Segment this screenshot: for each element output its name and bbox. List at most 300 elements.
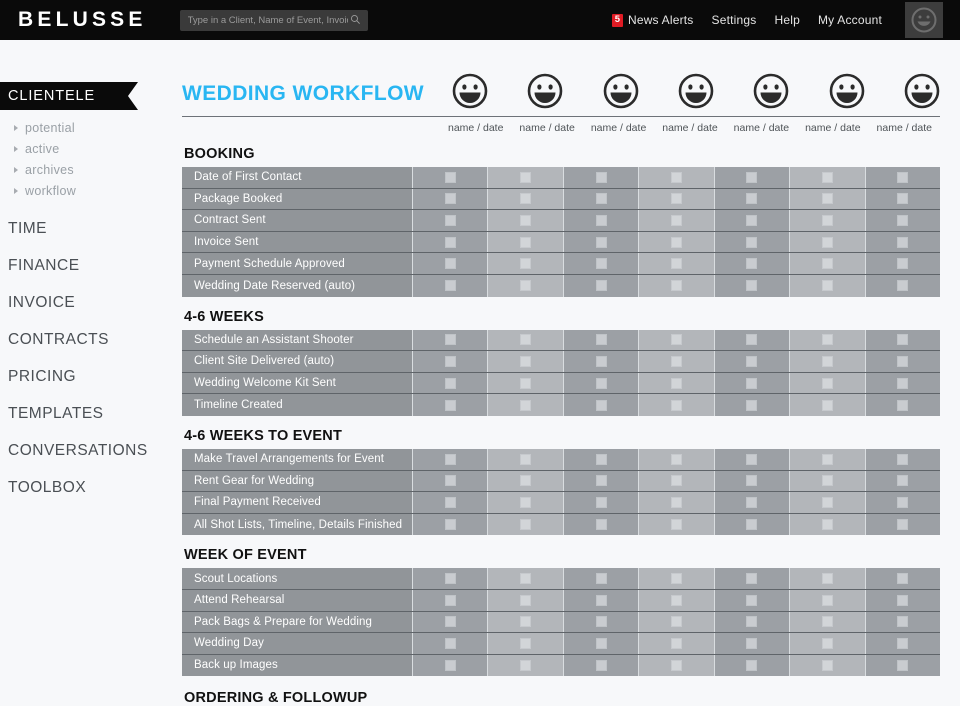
task-cell[interactable] [563, 275, 638, 297]
task-checkbox[interactable] [520, 454, 531, 465]
smiley-face-icon[interactable] [583, 72, 658, 112]
task-checkbox[interactable] [897, 172, 908, 183]
task-checkbox[interactable] [897, 475, 908, 486]
task-cell[interactable] [412, 189, 487, 210]
sidebar-item-active[interactable] [0, 138, 168, 159]
smiley-face-icon[interactable] [507, 72, 582, 112]
task-checkbox[interactable] [822, 616, 833, 627]
task-checkbox[interactable] [746, 595, 757, 606]
task-checkbox[interactable] [520, 660, 531, 671]
task-checkbox[interactable] [520, 334, 531, 345]
task-cell[interactable] [487, 351, 562, 372]
task-cell[interactable] [789, 232, 864, 253]
task-checkbox[interactable] [897, 193, 908, 204]
task-checkbox[interactable] [746, 497, 757, 508]
task-cell[interactable] [563, 568, 638, 589]
task-checkbox[interactable] [822, 400, 833, 411]
task-cell[interactable] [487, 568, 562, 589]
task-cell[interactable] [789, 330, 864, 351]
task-checkbox[interactable] [445, 595, 456, 606]
task-checkbox[interactable] [520, 356, 531, 367]
task-cell[interactable] [487, 253, 562, 274]
task-checkbox[interactable] [746, 378, 757, 389]
task-checkbox[interactable] [445, 573, 456, 584]
task-cell[interactable] [412, 394, 487, 416]
task-cell[interactable] [487, 394, 562, 416]
task-cell[interactable] [789, 449, 864, 470]
task-label: Wedding Date Reserved (auto) [182, 275, 412, 297]
task-checkbox[interactable] [746, 280, 757, 291]
task-cell[interactable] [487, 210, 562, 231]
task-cell[interactable] [865, 232, 940, 253]
task-checkbox[interactable] [671, 280, 682, 291]
task-checkbox[interactable] [445, 660, 456, 671]
task-cell[interactable] [638, 590, 713, 611]
task-cell[interactable] [487, 449, 562, 470]
task-cell[interactable] [563, 471, 638, 492]
task-cell[interactable] [714, 253, 789, 274]
task-cell[interactable] [412, 655, 487, 677]
task-cell[interactable] [714, 633, 789, 654]
task-checkbox[interactable] [671, 334, 682, 345]
task-checkbox[interactable] [897, 454, 908, 465]
task-checkbox[interactable] [822, 334, 833, 345]
task-checkbox[interactable] [746, 334, 757, 345]
task-cell[interactable] [412, 514, 487, 536]
task-cell[interactable] [865, 210, 940, 231]
task-cell[interactable] [638, 167, 713, 188]
task-cell[interactable] [412, 330, 487, 351]
task-checkbox[interactable] [596, 172, 607, 183]
task-checkbox[interactable] [822, 595, 833, 606]
task-cell[interactable] [714, 330, 789, 351]
task-checkbox[interactable] [520, 519, 531, 530]
task-checkbox[interactable] [746, 475, 757, 486]
task-checkbox[interactable] [822, 497, 833, 508]
task-checkbox[interactable] [822, 356, 833, 367]
nav-settings[interactable]: Settings [711, 13, 757, 27]
sidebar-item-invoice[interactable]: INVOICE [8, 294, 76, 311]
avatar[interactable] [905, 2, 943, 38]
task-cell[interactable] [563, 492, 638, 513]
task-checkbox[interactable] [520, 237, 531, 248]
task-checkbox[interactable] [822, 237, 833, 248]
task-checkbox[interactable] [596, 475, 607, 486]
sidebar-item-toolbox[interactable]: TOOLBOX [8, 479, 87, 496]
task-cell[interactable] [865, 373, 940, 394]
task-checkbox[interactable] [822, 475, 833, 486]
task-checkbox[interactable] [671, 519, 682, 530]
task-cell[interactable] [412, 253, 487, 274]
task-checkbox[interactable] [746, 400, 757, 411]
task-checkbox[interactable] [897, 660, 908, 671]
task-cell[interactable] [412, 568, 487, 589]
task-cell[interactable] [714, 471, 789, 492]
task-cell[interactable] [714, 210, 789, 231]
app-logo: BELUSSE [18, 8, 147, 31]
task-cell[interactable] [638, 394, 713, 416]
task-cell[interactable] [714, 275, 789, 297]
task-checkbox[interactable] [897, 573, 908, 584]
task-cell[interactable] [412, 167, 487, 188]
task-cell[interactable] [865, 568, 940, 589]
task-cell[interactable] [638, 330, 713, 351]
task-cell[interactable] [789, 275, 864, 297]
task-checkbox[interactable] [897, 258, 908, 269]
task-cell[interactable] [563, 330, 638, 351]
task-cell[interactable] [865, 633, 940, 654]
sidebar-item-templates[interactable]: TEMPLATES [8, 405, 104, 422]
nav-my-account[interactable]: My Account [817, 13, 882, 27]
task-cell[interactable] [789, 167, 864, 188]
task-checkbox[interactable] [897, 638, 908, 649]
smiley-face-icon[interactable] [809, 72, 884, 112]
task-cell[interactable] [714, 167, 789, 188]
task-checkbox[interactable] [897, 595, 908, 606]
task-checkbox[interactable] [822, 519, 833, 530]
task-checkbox[interactable] [445, 616, 456, 627]
task-checkbox[interactable] [822, 172, 833, 183]
task-checkbox[interactable] [520, 378, 531, 389]
task-cell[interactable] [789, 590, 864, 611]
task-checkbox[interactable] [596, 378, 607, 389]
sidebar-item-pricing[interactable]: PRICING [8, 368, 77, 385]
task-checkbox[interactable] [520, 616, 531, 627]
task-cell[interactable] [563, 394, 638, 416]
sidebar-item-clientele[interactable] [0, 82, 128, 110]
task-checkbox[interactable] [596, 280, 607, 291]
task-cell[interactable] [789, 189, 864, 210]
task-checkbox[interactable] [596, 237, 607, 248]
smiley-face-icon[interactable] [885, 72, 960, 112]
task-cell[interactable] [487, 232, 562, 253]
task-checkbox[interactable] [746, 237, 757, 248]
task-checkbox[interactable] [897, 400, 908, 411]
task-cell[interactable] [789, 210, 864, 231]
task-checkbox[interactable] [596, 258, 607, 269]
task-cell[interactable] [789, 655, 864, 677]
smiley-face-icon[interactable] [432, 72, 507, 112]
sidebar-item-workflow[interactable] [0, 180, 168, 201]
task-cell[interactable] [412, 449, 487, 470]
task-cell[interactable] [412, 210, 487, 231]
task-cell[interactable] [865, 351, 940, 372]
task-checkbox[interactable] [746, 172, 757, 183]
task-checkbox[interactable] [520, 400, 531, 411]
task-checkbox[interactable] [445, 258, 456, 269]
task-cell[interactable] [638, 492, 713, 513]
task-cell[interactable] [563, 232, 638, 253]
sidebar-item-finance[interactable]: FINANCE [8, 257, 80, 274]
task-cell[interactable] [487, 612, 562, 633]
task-checkbox[interactable] [596, 519, 607, 530]
task-checkbox[interactable] [596, 454, 607, 465]
news-alerts-label[interactable]: News Alerts [627, 13, 694, 27]
task-checkbox[interactable] [520, 573, 531, 584]
task-checkbox[interactable] [596, 356, 607, 367]
task-cell[interactable] [638, 514, 713, 536]
table-row [182, 471, 940, 493]
task-checkbox[interactable] [445, 475, 456, 486]
task-checkbox[interactable] [897, 280, 908, 291]
task-cell[interactable] [563, 612, 638, 633]
task-cell[interactable] [563, 514, 638, 536]
task-checkbox[interactable] [596, 215, 607, 226]
task-checkbox[interactable] [746, 519, 757, 530]
sidebar-item-contracts[interactable]: CONTRACTS [8, 331, 109, 348]
search-icon[interactable] [350, 14, 361, 25]
task-cell[interactable] [563, 167, 638, 188]
task-checkbox[interactable] [520, 475, 531, 486]
task-cell[interactable] [638, 351, 713, 372]
task-cell[interactable] [412, 275, 487, 297]
task-checkbox[interactable] [596, 400, 607, 411]
task-cell[interactable] [789, 373, 864, 394]
task-checkbox[interactable] [897, 237, 908, 248]
task-cell[interactable] [789, 568, 864, 589]
task-checkbox[interactable] [596, 595, 607, 606]
task-checkbox[interactable] [445, 400, 456, 411]
task-cell[interactable] [638, 210, 713, 231]
task-checkbox[interactable] [671, 638, 682, 649]
task-cell[interactable] [412, 351, 487, 372]
task-cell[interactable] [865, 492, 940, 513]
task-checkbox[interactable] [671, 193, 682, 204]
task-cell[interactable] [412, 633, 487, 654]
task-cell[interactable] [714, 394, 789, 416]
task-checkbox[interactable] [596, 497, 607, 508]
task-checkbox[interactable] [520, 215, 531, 226]
task-cell[interactable] [487, 330, 562, 351]
task-cell[interactable] [412, 492, 487, 513]
task-checkbox[interactable] [445, 378, 456, 389]
task-cell[interactable] [865, 394, 940, 416]
nav-help[interactable]: Help [774, 13, 800, 27]
task-checkbox[interactable] [671, 454, 682, 465]
task-cell[interactable] [487, 167, 562, 188]
task-checkbox[interactable] [520, 280, 531, 291]
task-cell[interactable] [789, 351, 864, 372]
smiley-face-icon[interactable] [734, 72, 809, 112]
task-cell[interactable] [412, 373, 487, 394]
task-checkbox[interactable] [520, 595, 531, 606]
task-checkbox[interactable] [746, 638, 757, 649]
task-cell[interactable] [865, 655, 940, 677]
task-cell[interactable] [487, 492, 562, 513]
task-cell[interactable] [487, 471, 562, 492]
task-checkbox[interactable] [445, 172, 456, 183]
task-cell[interactable] [865, 590, 940, 611]
task-checkbox[interactable] [897, 378, 908, 389]
task-checkbox[interactable] [671, 497, 682, 508]
task-cell[interactable] [638, 189, 713, 210]
task-checkbox[interactable] [596, 638, 607, 649]
task-cell[interactable] [563, 655, 638, 677]
task-checkbox[interactable] [520, 258, 531, 269]
search-input[interactable] [180, 15, 368, 26]
task-cell[interactable] [638, 232, 713, 253]
task-cell[interactable] [412, 612, 487, 633]
task-checkbox[interactable] [445, 497, 456, 508]
task-cell[interactable] [487, 514, 562, 536]
task-checkbox[interactable] [596, 573, 607, 584]
task-cell[interactable] [789, 492, 864, 513]
task-cell[interactable] [714, 492, 789, 513]
task-cell[interactable] [487, 373, 562, 394]
task-cell[interactable] [487, 633, 562, 654]
task-cell[interactable] [638, 449, 713, 470]
task-cell[interactable] [638, 253, 713, 274]
task-cell[interactable] [865, 471, 940, 492]
task-checkbox[interactable] [746, 573, 757, 584]
task-checkbox[interactable] [746, 454, 757, 465]
task-cell[interactable] [563, 633, 638, 654]
sidebar-item-time[interactable]: TIME [8, 220, 48, 237]
task-cell[interactable] [487, 590, 562, 611]
task-checkbox[interactable] [671, 616, 682, 627]
task-checkbox[interactable] [445, 334, 456, 345]
task-cell[interactable] [714, 612, 789, 633]
task-checkbox[interactable] [897, 497, 908, 508]
task-cell[interactable] [714, 590, 789, 611]
task-checkbox[interactable] [445, 454, 456, 465]
task-checkbox[interactable] [822, 454, 833, 465]
task-checkbox[interactable] [520, 172, 531, 183]
task-checkbox[interactable] [671, 660, 682, 671]
task-cell[interactable] [412, 590, 487, 611]
task-cell[interactable] [563, 449, 638, 470]
task-cell[interactable] [638, 612, 713, 633]
task-checkbox[interactable] [671, 215, 682, 226]
task-cell[interactable] [563, 210, 638, 231]
task-checkbox[interactable] [671, 573, 682, 584]
task-cell[interactable] [638, 471, 713, 492]
task-checkbox[interactable] [520, 497, 531, 508]
task-checkbox[interactable] [596, 616, 607, 627]
task-checkbox[interactable] [445, 280, 456, 291]
task-cell[interactable] [638, 275, 713, 297]
task-checkbox[interactable] [897, 215, 908, 226]
task-checkbox[interactable] [746, 215, 757, 226]
task-cell[interactable] [563, 253, 638, 274]
task-cell[interactable] [714, 232, 789, 253]
task-cell[interactable] [789, 394, 864, 416]
task-checkbox[interactable] [822, 660, 833, 671]
task-checkbox[interactable] [822, 193, 833, 204]
task-cell[interactable] [487, 655, 562, 677]
task-checkbox[interactable] [822, 258, 833, 269]
task-cell[interactable] [865, 514, 940, 536]
task-checkbox[interactable] [596, 660, 607, 671]
task-checkbox[interactable] [520, 193, 531, 204]
task-cell[interactable] [563, 189, 638, 210]
news-alerts-link[interactable] [612, 13, 694, 27]
task-cell[interactable] [789, 253, 864, 274]
task-cell[interactable] [865, 253, 940, 274]
sidebar-item-conversations[interactable]: CONVERSATIONS [8, 442, 148, 459]
task-cell[interactable] [714, 514, 789, 536]
task-cell[interactable] [638, 568, 713, 589]
task-checkbox[interactable] [746, 356, 757, 367]
task-cell[interactable] [638, 373, 713, 394]
task-cell[interactable] [638, 633, 713, 654]
task-cell[interactable] [563, 351, 638, 372]
task-checkbox[interactable] [822, 215, 833, 226]
task-checkbox[interactable] [596, 193, 607, 204]
task-checkbox[interactable] [671, 475, 682, 486]
task-checkbox[interactable] [822, 573, 833, 584]
task-checkbox[interactable] [822, 378, 833, 389]
task-cell[interactable] [865, 449, 940, 470]
task-cell[interactable] [714, 189, 789, 210]
task-checkbox[interactable] [822, 638, 833, 649]
task-cell[interactable] [865, 189, 940, 210]
task-checkbox[interactable] [445, 356, 456, 367]
task-cell[interactable] [714, 373, 789, 394]
task-checkbox[interactable] [671, 258, 682, 269]
task-cell[interactable] [714, 449, 789, 470]
task-checkbox[interactable] [897, 519, 908, 530]
task-checkbox[interactable] [671, 172, 682, 183]
task-cell[interactable] [865, 330, 940, 351]
task-cell[interactable] [563, 590, 638, 611]
smiley-face-icon[interactable] [658, 72, 733, 112]
header-divider [182, 116, 940, 117]
task-checkbox[interactable] [445, 638, 456, 649]
task-cell[interactable] [865, 275, 940, 297]
task-cell[interactable] [638, 655, 713, 677]
task-checkbox[interactable] [671, 378, 682, 389]
task-cell[interactable] [487, 189, 562, 210]
task-checkbox[interactable] [671, 595, 682, 606]
task-cell[interactable] [789, 471, 864, 492]
task-checkbox[interactable] [671, 356, 682, 367]
task-cell[interactable] [789, 514, 864, 536]
task-checkbox[interactable] [897, 334, 908, 345]
task-cell[interactable] [789, 612, 864, 633]
task-cell[interactable] [789, 633, 864, 654]
task-cell[interactable] [714, 655, 789, 677]
sidebar-item-archives[interactable] [0, 159, 168, 180]
task-checkbox[interactable] [897, 616, 908, 627]
task-cell[interactable] [412, 471, 487, 492]
task-checkbox[interactable] [445, 519, 456, 530]
task-cell[interactable] [487, 275, 562, 297]
task-cell[interactable] [563, 373, 638, 394]
task-checkbox[interactable] [445, 215, 456, 226]
task-label: Timeline Created [182, 394, 412, 416]
task-checkbox[interactable] [746, 258, 757, 269]
task-checkbox[interactable] [746, 660, 757, 671]
task-checkbox[interactable] [596, 334, 607, 345]
task-checkbox[interactable] [445, 237, 456, 248]
task-cell[interactable] [714, 351, 789, 372]
search-box[interactable] [180, 10, 368, 31]
task-cell[interactable] [865, 167, 940, 188]
task-cell[interactable] [412, 232, 487, 253]
task-checkbox[interactable] [520, 638, 531, 649]
task-cell[interactable] [865, 612, 940, 633]
task-cell[interactable] [714, 568, 789, 589]
task-checkbox[interactable] [671, 400, 682, 411]
task-checkbox[interactable] [897, 356, 908, 367]
task-checkbox[interactable] [822, 280, 833, 291]
task-checkbox[interactable] [671, 237, 682, 248]
task-checkbox[interactable] [445, 193, 456, 204]
sidebar-item-potential[interactable] [0, 117, 168, 138]
task-checkbox[interactable] [746, 193, 757, 204]
task-checkbox[interactable] [746, 616, 757, 627]
